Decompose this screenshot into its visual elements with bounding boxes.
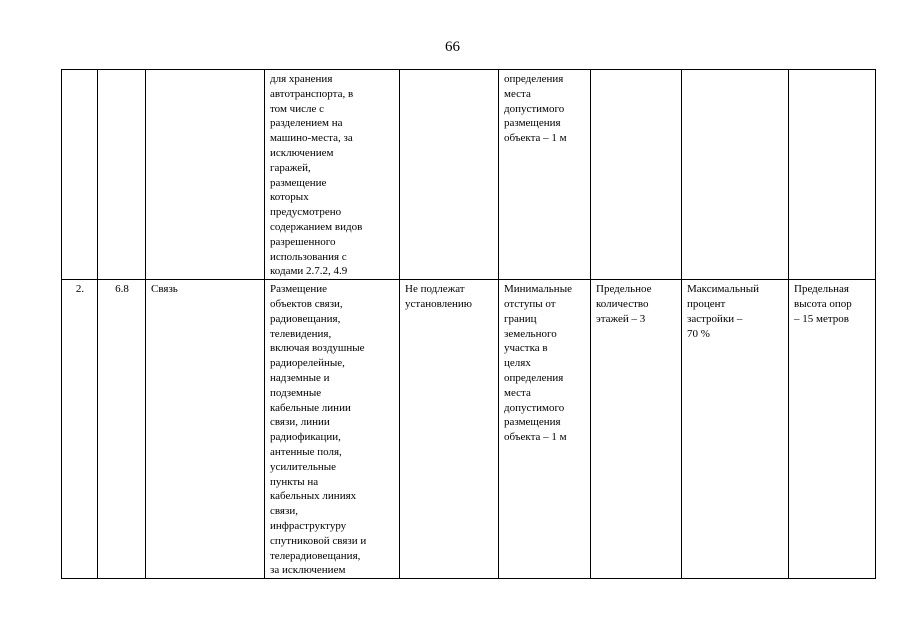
coverage-cell (682, 70, 789, 280)
cell-text-line: этажей – 3 (596, 312, 646, 325)
cell-text-line: объекта – 1 м (504, 132, 567, 145)
zoning-regulations-table (61, 69, 876, 579)
setback-cell (499, 70, 591, 280)
use-name-cell (146, 70, 265, 280)
cell-text-line: телерадиовещания, (270, 549, 361, 562)
cell-text-line: инфраструктуру (270, 519, 347, 532)
cell-text-line: места (504, 386, 531, 399)
row-index-cell (62, 70, 98, 280)
cell-text-line: включая воздушные (270, 342, 365, 355)
table-row (62, 280, 876, 579)
cell-text-line: телевидения, (270, 327, 332, 340)
setback-cell (499, 280, 591, 579)
cell-text-line: за исключением (270, 564, 346, 577)
cell-text-line: Не подлежат (405, 283, 465, 296)
floors-cell (591, 70, 682, 280)
page-number: 66 (445, 39, 460, 55)
cell-text-line: 70 % (687, 327, 710, 340)
cell-text-line: – 15 метров (794, 312, 849, 325)
cell-text-line: размещения (504, 117, 561, 130)
use-description-cell (265, 70, 400, 280)
cell-text-line: места (504, 87, 531, 100)
cell-text-line: радиорелейные, (270, 357, 345, 370)
cell-text-line: том числе с (270, 102, 324, 115)
cell-text-line: антенные поля, (270, 445, 342, 458)
cell-text-line: Максимальный (687, 283, 760, 296)
cell-text-line: объектов связи, (270, 297, 343, 310)
cell-text-line: усилительные (270, 460, 336, 473)
cell-text-line: использования с (270, 250, 347, 263)
cell-text-line: содержанием видов (270, 220, 363, 233)
cell-text-line: размещения (504, 416, 561, 429)
cell-text-line: границ (504, 312, 537, 325)
land-plot-size-cell (400, 280, 499, 579)
cell-text-line: допустимого (504, 401, 565, 414)
cell-text-line: кабельных линиях (270, 490, 357, 503)
cell-text-line: кодами 2.7.2, 4.9 (270, 265, 348, 278)
cell-text-line: исключением (270, 146, 334, 159)
cell-text-line: объекта – 1 м (504, 431, 567, 444)
cell-text-line: предусмотрено (270, 206, 342, 219)
cell-text-line: радиофикации, (270, 431, 341, 444)
cell-text-line: высота опор (794, 297, 852, 310)
cell-text-line: установлению (405, 297, 473, 310)
cell-text-line: связи, (270, 505, 298, 518)
cell-text-line: определения (504, 371, 564, 384)
use-name-cell: Связь (146, 280, 265, 579)
cell-text-line: надземные и (270, 371, 330, 384)
coverage-cell (682, 280, 789, 579)
cell-text-line: Предельное (596, 283, 652, 296)
use-description-cell (265, 280, 400, 579)
cell-text-line: допустимого (504, 102, 565, 115)
floors-cell (591, 280, 682, 579)
cell-text-line: подземные (270, 386, 322, 399)
cell-text-line: для хранения (270, 73, 333, 85)
cell-text-line: отступы от (504, 297, 556, 310)
row-index-cell: 2. (62, 280, 98, 579)
cell-text-line: кабельные линии (270, 401, 351, 414)
cell-text-line: размещение (270, 176, 327, 189)
cell-text-line: процент (687, 297, 726, 310)
cell-text-line: разделением на (270, 117, 343, 130)
cell-text-line: гаражей, (270, 161, 311, 174)
cell-text-line: связи, линии (270, 416, 330, 429)
cell-text-line: разрешенного (270, 235, 336, 248)
cell-text-line: Минимальные (504, 283, 572, 296)
table-row (62, 70, 876, 280)
cell-text-line: целях (504, 357, 531, 370)
cell-text-line: застройки – (687, 312, 743, 325)
cell-text-line: Предельная (794, 283, 849, 296)
cell-text-line: автотранспорта, в (270, 87, 354, 100)
cell-text-line: количество (596, 297, 649, 310)
cell-text-line: пункты на (270, 475, 319, 488)
cell-text-line: машино-места, за (270, 132, 353, 145)
cell-text-line: земельного (504, 327, 557, 340)
use-code-cell (98, 70, 146, 280)
land-plot-size-cell (400, 70, 499, 280)
use-code-cell: 6.8 (98, 280, 146, 579)
cell-text-line: Размещение (270, 283, 328, 296)
cell-text-line: радиовещания, (270, 312, 341, 325)
height-cell (789, 280, 876, 579)
cell-text-line: определения (504, 73, 564, 85)
cell-text-line: которых (270, 191, 309, 204)
cell-text-line: спутниковой связи и (270, 534, 367, 547)
height-cell (789, 70, 876, 280)
cell-text-line: участка в (504, 342, 548, 355)
